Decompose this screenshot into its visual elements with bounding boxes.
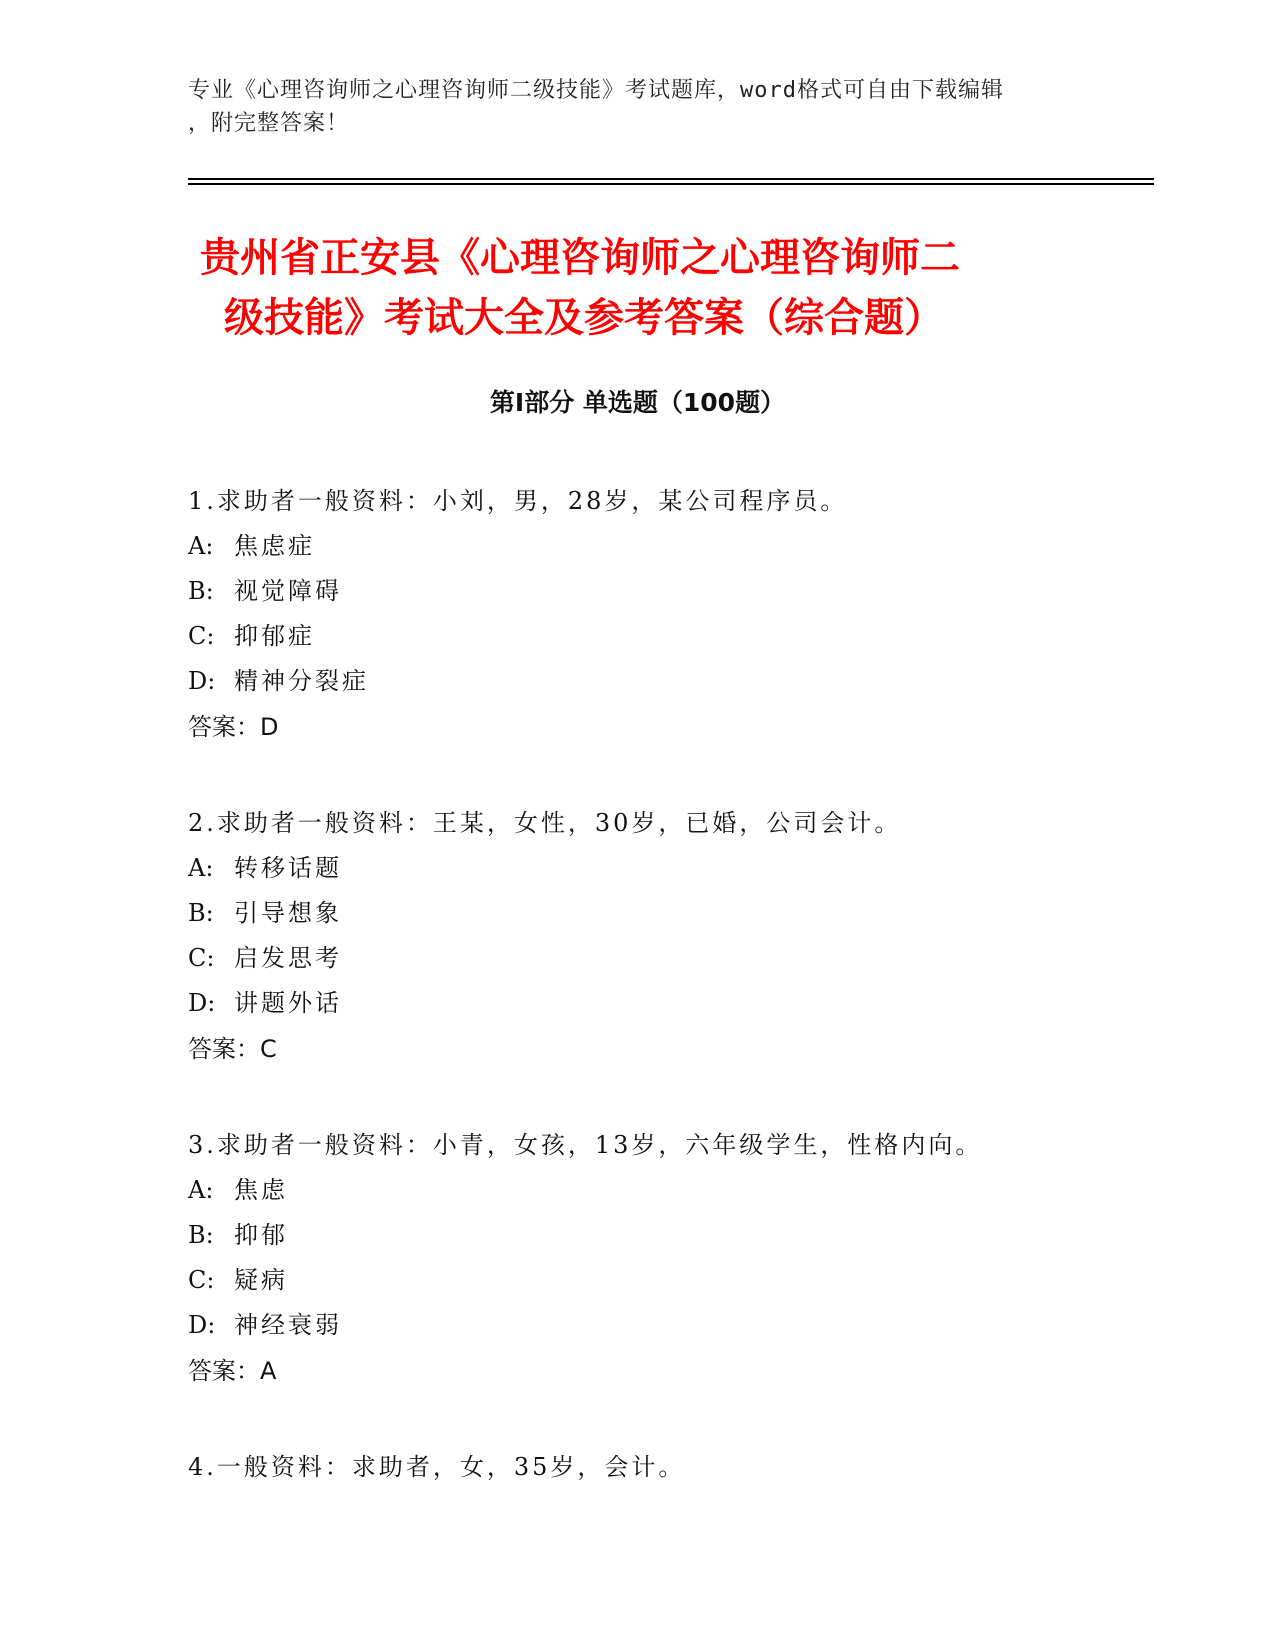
option-text: 讲题外话	[234, 989, 342, 1017]
option-letter: A:	[188, 854, 214, 882]
option-letter: A:	[188, 532, 214, 560]
option-b	[188, 891, 1188, 936]
header-note-line-2: ，附完整答案！	[188, 111, 350, 136]
answer-line: 答案：C	[188, 1035, 277, 1063]
option-text: 转移话题	[234, 854, 342, 882]
option-letter: C:	[188, 622, 215, 650]
option-text: 焦虑症	[234, 532, 315, 560]
section-title: 第Ⅰ部分 单选题（100题）	[489, 388, 786, 417]
option-c	[188, 614, 1188, 659]
option-letter: B:	[188, 1221, 214, 1249]
option-b	[188, 1213, 1188, 1258]
option-letter: D:	[188, 989, 216, 1017]
document-title	[200, 228, 1100, 348]
option-d	[188, 981, 1188, 1026]
option-c	[188, 1258, 1188, 1303]
option-text: 神经衰弱	[234, 1311, 342, 1339]
question-stem: 2.求助者一般资料：王某，女性，30岁，已婚，公司会计。	[188, 809, 902, 837]
question-stem: 4.一般资料：求助者，女，35岁，会计。	[188, 1453, 686, 1481]
header-divider-top	[188, 178, 1154, 180]
option-text: 抑郁症	[234, 622, 315, 650]
answer-line: 答案：A	[188, 1357, 277, 1385]
question-stem: 1.求助者一般资料：小刘，男，28岁，某公司程序员。	[188, 487, 848, 515]
header-divider-bottom	[188, 183, 1154, 185]
option-c	[188, 936, 1188, 981]
option-a	[188, 524, 1188, 569]
document-title-line-1: 贵州省正安县《心理咨询师之心理咨询师二	[200, 235, 960, 281]
option-letter: B:	[188, 577, 214, 605]
answer-line: 答案：D	[188, 713, 279, 741]
question-1	[188, 478, 1188, 750]
option-text: 视觉障碍	[234, 577, 342, 605]
option-d	[188, 659, 1188, 704]
option-text: 疑病	[234, 1266, 288, 1294]
option-a	[188, 1168, 1188, 1213]
question-stem: 3.求助者一般资料：小青，女孩，13岁，六年级学生，性格内向。	[188, 1131, 983, 1159]
option-b	[188, 569, 1188, 614]
option-text: 焦虑	[234, 1176, 288, 1204]
question-4	[188, 1444, 1188, 1490]
option-text: 精神分裂症	[234, 667, 369, 695]
question-2	[188, 800, 1188, 1072]
header-note	[188, 74, 1068, 140]
option-text: 启发思考	[234, 944, 342, 972]
option-letter: D:	[188, 1311, 216, 1339]
document-title-line-2: 级技能》考试大全及参考答案（综合题）	[224, 295, 944, 341]
option-letter: A:	[188, 1176, 214, 1204]
header-note-line-1: 专业《心理咨询师之心理咨询师二级技能》考试题库，word格式可自由下载编辑	[188, 78, 1004, 103]
option-letter: C:	[188, 944, 215, 972]
option-letter: B:	[188, 899, 214, 927]
option-letter: D:	[188, 667, 216, 695]
option-text: 引导想象	[234, 899, 342, 927]
question-3	[188, 1122, 1188, 1394]
question-list	[188, 478, 1188, 1540]
option-text: 抑郁	[234, 1221, 288, 1249]
option-a	[188, 846, 1188, 891]
option-letter: C:	[188, 1266, 215, 1294]
option-d	[188, 1303, 1188, 1348]
